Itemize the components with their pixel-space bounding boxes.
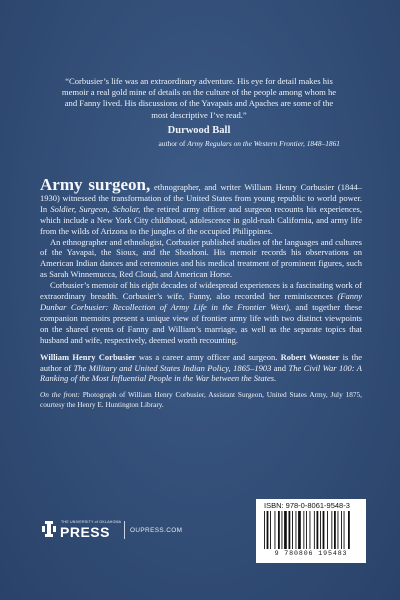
isbn-label: ISBN: 978-0-8061-9548-3 xyxy=(264,501,350,510)
endorsement-quote: “Corbusier’s life was an extraordinary adventure. His eye for detail makes his memoir a real gold mine of details on the culture of the people among whom he and Fanny lived. His discussions of the Yavapais and Apaches are some of the most descriptive I’ve read.” xyxy=(61,76,337,120)
barcode-stripe xyxy=(331,511,332,549)
barcode-stripe xyxy=(323,511,325,549)
barcode-stripe xyxy=(278,511,280,549)
barcode-stripe xyxy=(341,511,342,549)
barcode-icon xyxy=(264,511,358,549)
author-bio xyxy=(40,352,362,385)
ou-logo-icon xyxy=(40,520,58,538)
endorser-role-prefix: author of xyxy=(158,139,188,149)
barcode-stripe xyxy=(289,511,291,549)
author2-book-title-1: The Military and United States Indian Policy, 1865–1903 xyxy=(73,362,272,373)
publisher-website: OUPRESS.COM xyxy=(130,527,183,534)
barcode-stripe xyxy=(320,511,321,549)
endorsement-blurb xyxy=(58,76,340,149)
cover-photo-credit xyxy=(40,390,362,409)
logo-divider xyxy=(124,521,125,539)
barcode-stripe xyxy=(348,511,350,549)
p3-text-b: and together these companion memoirs present a unique view of frontier army life with two distinct viewpoints on the shared events of Fanny and William’s marriage, as well as the separate topics that husband and wife, respectively, deemed worth recounting. xyxy=(40,301,362,345)
endorser-book-title: Army Regulars on the Western Frontier, 1848–1861 xyxy=(187,139,340,149)
barcode-stripe xyxy=(298,511,301,549)
author1-text: was a career army officer and surgeon. xyxy=(135,351,281,362)
barcode-stripe xyxy=(270,511,271,549)
publisher-press-wordmark: PRESS xyxy=(60,524,110,540)
author2-book-title-2: The Civil War 100: A Ranking of the Most Influential People in the War between the States. xyxy=(40,362,363,384)
p1-book-title: Soldier, Surgeon, Scholar, xyxy=(50,203,141,214)
barcode-stripe xyxy=(282,511,283,549)
barcode-stripe xyxy=(303,511,304,549)
barcode-stripe xyxy=(338,511,339,549)
barcode-stripe xyxy=(296,511,297,549)
front-credit-text: Photograph of William Henry Corbusier, Assistant Surgeon, United States Army, July 1875, courtesy the Henry E. Huntington Library. xyxy=(40,390,362,409)
barcode-stripe xyxy=(344,511,345,549)
description-paragraph-1 xyxy=(40,175,362,237)
p3-book-title: (Fanny Dunbar Corbusier: Recollection of Army Life in the Frontier West), xyxy=(40,291,362,312)
author2-name: Robert Wooster xyxy=(280,351,340,362)
barcode-stripe xyxy=(292,511,293,549)
barcode-stripe xyxy=(267,511,269,549)
p3-text-a: Corbusier’s memoir of his eight decades of widespread experiences is a fascinating work of extraordinary breadth. Corbusier’s wife, Fanny, also recorded her reminiscences xyxy=(40,280,362,302)
barcode-stripe xyxy=(264,511,265,549)
barcode-stripe xyxy=(306,511,307,549)
endorser-name: Durwood Ball xyxy=(167,124,231,136)
publisher-university-line: THE UNIVERSITY of OKLAHOMA xyxy=(61,520,122,524)
book-description xyxy=(40,175,363,410)
author2-text-a: is the author of xyxy=(40,351,363,373)
description-paragraph-2: An ethnographer and ethnologist, Corbusier published studies of the languages and cultures of the Yavapai, the Sioux, and the Shoshoni. His memoir records his observations on American Indian dances and ceremonies and his medical treatment of prominent figures, such as Sarah Winnemucca, Red Cloud, and American Horse. xyxy=(40,236,362,280)
p1-text-b: the retired army officer and surgeon recounts his experiences, which include a New York City childhood, adolescence in gold-rush California, and army life from the wilds of Arizona to the jungles of the occupied Philippines. xyxy=(40,203,362,236)
lead-word: Army surgeon, xyxy=(40,175,151,194)
barcode-stripe xyxy=(334,511,336,549)
barcode-panel xyxy=(256,499,366,563)
description-paragraph-3 xyxy=(40,280,362,345)
barcode-stripe xyxy=(327,511,328,549)
author2-text-b: and xyxy=(271,362,289,373)
barcode-stripe xyxy=(284,511,287,549)
author1-name: William Henry Corbusier xyxy=(40,351,136,362)
front-label: On the front: xyxy=(40,390,80,400)
barcode-stripe xyxy=(275,511,276,549)
barcode-stripe xyxy=(310,511,311,549)
barcode-stripe xyxy=(314,511,315,549)
endorser-role xyxy=(58,138,340,149)
barcode-digits: 9 780806 195483 xyxy=(274,550,348,557)
barcode-stripe xyxy=(317,511,319,549)
p1-text-a: ethnographer, and writer William Henry Corbusier (1844–1930) witnessed the transformation of the United States from young republic to world power. In xyxy=(40,182,362,214)
